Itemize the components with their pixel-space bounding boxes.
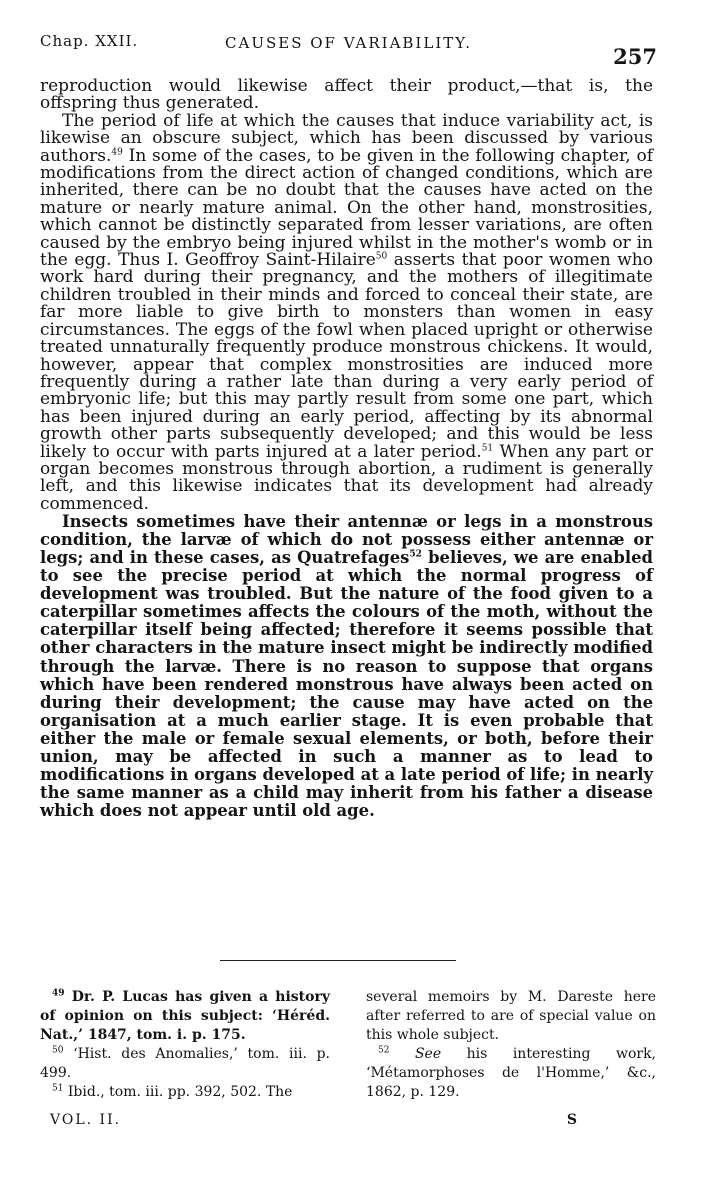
paragraph-text: reproduction would likewise affect their product,—that is, the offspring thus generated.	[40, 76, 653, 114]
footnote-column-left	[40, 988, 330, 1102]
footnotes	[40, 988, 656, 1102]
footnote-number: 50	[52, 1045, 64, 1056]
footnote-ref: 52	[409, 549, 422, 560]
page-number: 257	[613, 44, 657, 69]
footnote-ref: 50	[375, 251, 388, 262]
volume-label: VOL. II.	[50, 1112, 122, 1128]
footnote-text: ‘Hist. des Anomalies,’ tom. iii. p. 499.	[40, 1046, 330, 1081]
footnote-column-right	[366, 988, 656, 1102]
footnote-51	[40, 1083, 330, 1102]
footnote-ref: 49	[111, 146, 123, 157]
footnote-see: See	[414, 1046, 442, 1062]
footnote-ref: 51	[481, 442, 494, 453]
paragraph-text: believes, we are enabled to see the precise period at which the normal progress of development was troubled. But the nature of the food given to a caterpillar sometimes affects the colours of the moth, without the caterpillar itself being affected; therefore it seems possible that other characters in the mature insect might be indirectly modified through the larvæ. There is no reason to suppose that organs which have been rendered monstrous have always been acted on during their development; the cause may have acted on the organisation at a much earlier stage. It is even probable that either the male or female sexual elements, or both, before their union, may be affected in such a manner as to lead to modifications in organs developed at a late period of life; in nearly the same manner as a child may inherit from his father a disease which does not appear until old age.	[40, 548, 654, 820]
footnote-divider	[220, 960, 456, 961]
signature-mark: S	[566, 1112, 577, 1128]
footnote-text: Ibid., tom. iii. pp. 392, 502. The	[63, 1084, 293, 1100]
paragraph-text: Insects sometimes have their antennæ or legs in a monstrous condition, the larvæ of which do not possess either antennæ or legs; and in these cases, as Quatrefages	[40, 512, 653, 568]
paragraph-insects	[40, 513, 653, 820]
chapter-label: Chap. XXII.	[40, 32, 139, 50]
footnote-number: 49	[52, 988, 65, 999]
footnote-number: 51	[52, 1083, 64, 1094]
footnote-52	[366, 1045, 656, 1102]
paragraph-text: asserts that poor women who work hard during their pregnancy, and the mothers of illegitimate children troubled in their minds and forced to conceal their state, are far more liable to give birth to monsters than women in easy circumstances. The eggs of the fowl when placed upright or otherwise treated unnaturally frequently produce monstrous chickens. It would, however, appear that complex monstrosities are induced more frequently during a rather late than during a very early period of embryonic life; but this may partly result from some one part, which has been injured during an early period, affecting by its abnormal growth other parts subsequently developed; and this would be less likely to occur with parts injured at a later period.	[40, 250, 653, 462]
footnote-50	[40, 1045, 330, 1083]
paragraph-text: When any part or organ becomes monstrous through abortion, a rudiment is generally left, and this likewise indicates that its development had already commenced.	[40, 441, 653, 514]
footnote-text: Dr. P. Lucas has given a history of opinion on this subject: ‘Héréd. Nat.,’ 1847, tom. i. p. 175.	[40, 989, 330, 1043]
footnote-number: 52	[378, 1045, 390, 1056]
footnote-49	[40, 988, 330, 1045]
running-head	[40, 28, 657, 68]
paragraph-period-of-life	[40, 110, 653, 514]
paragraph-text: In some of the cases, to be given in the following chapter, of modifications from the direct action of changed conditions, which are inherited, there can be no doubt that the causes have acted on the mature or nearly mature animal. On the other hand, monstrosities, which cannot be distinctly separated from lesser variations, are often caused by the embryo being injured whilst in the mother's womb or in the egg. Thus I. Geoffroy Saint-Hilaire	[40, 145, 653, 271]
footnote-text: several memoirs by M. Dareste here after referred to are of special value on this whole subject.	[366, 989, 656, 1043]
paragraph-text: The period of life at which the causes that induce variability act, is likewise an obscure subject, which has been discussed by various authors.	[40, 110, 653, 166]
body-text	[40, 78, 653, 820]
footnote-51-continued	[366, 988, 656, 1045]
paragraph-continued	[40, 78, 653, 113]
running-title: CAUSES OF VARIABILITY.	[225, 34, 472, 52]
footnote-text: his interesting work, ‘Métamorphoses de l'Homme,’ &c., 1862, p. 129.	[366, 1046, 657, 1100]
